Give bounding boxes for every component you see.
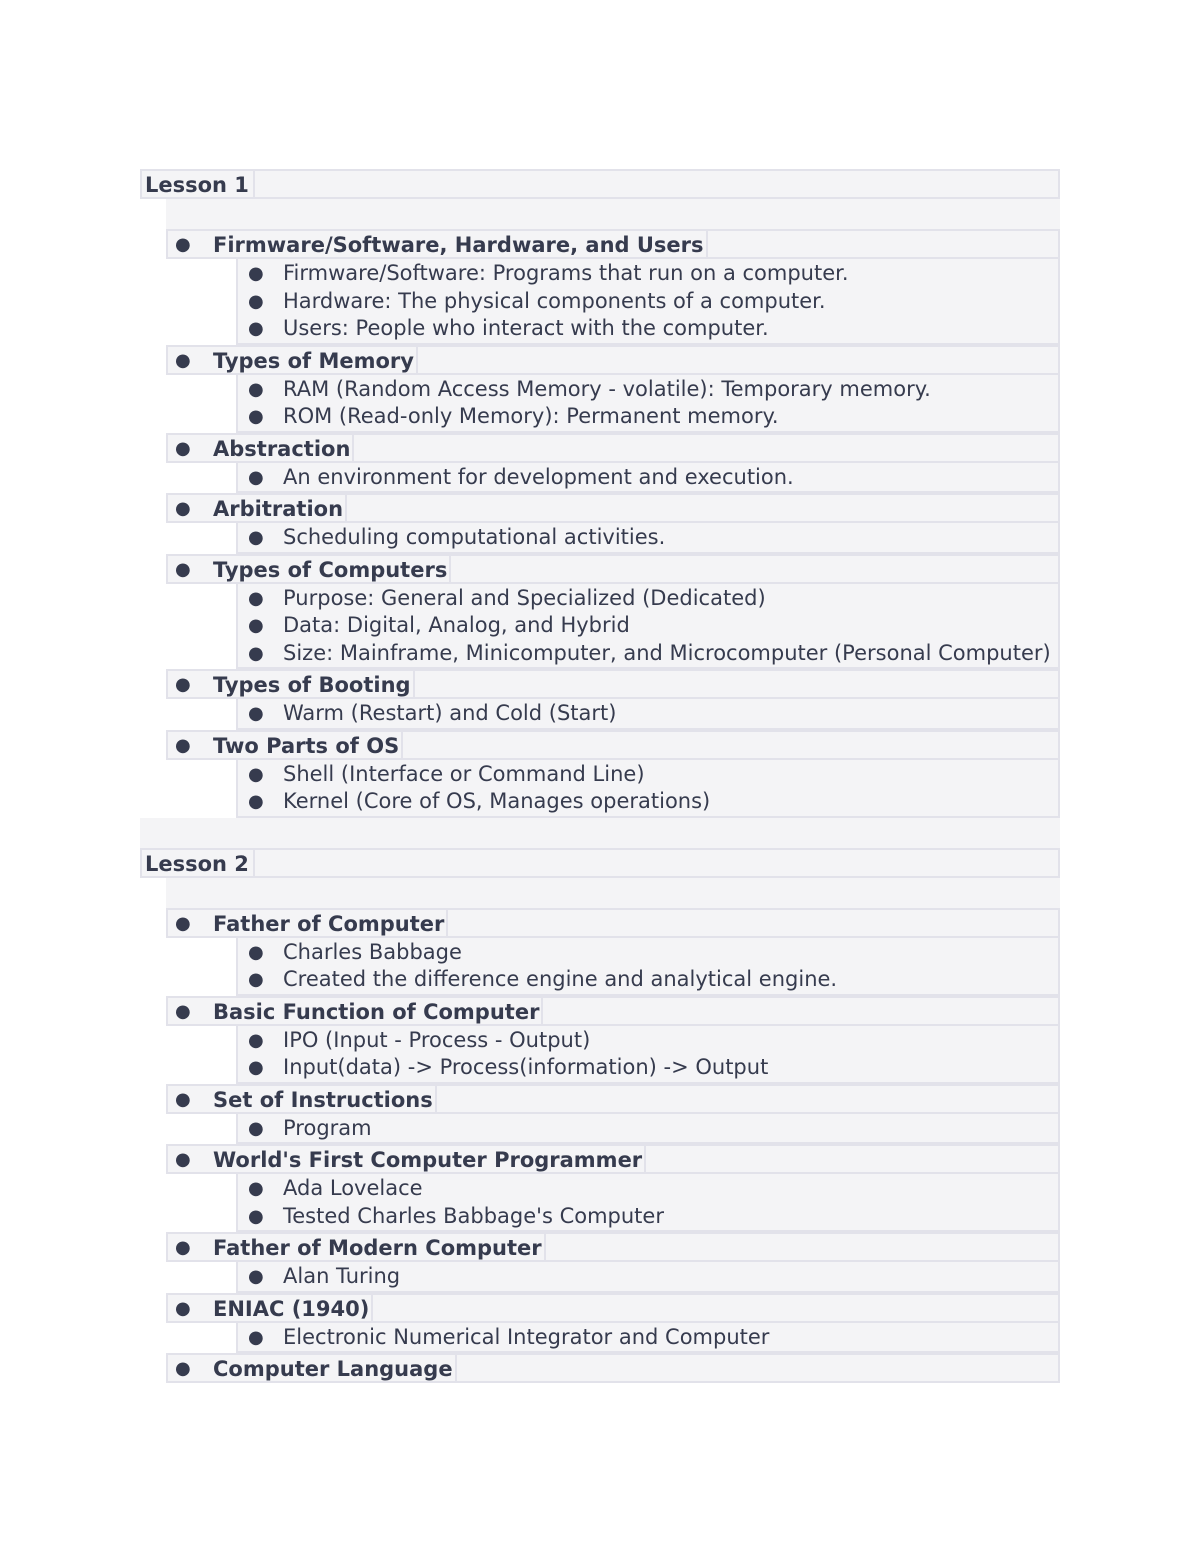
topic-title: ENIAC (1940)	[213, 1295, 373, 1321]
bullet-icon: ●	[248, 1117, 264, 1139]
spacer	[166, 878, 1060, 908]
list-item-text: Firmware/Software: Programs that run on a computer.	[283, 261, 849, 285]
list-item-text: Kernel (Core of OS, Manages operations)	[283, 789, 711, 813]
topic-title: Father of Computer	[213, 910, 448, 936]
topic-item	[166, 493, 1060, 523]
spacer	[140, 818, 1060, 848]
bullet-icon: ●	[175, 674, 191, 695]
list-item	[238, 939, 1058, 967]
list-item	[238, 612, 1058, 640]
topic-item	[166, 669, 1060, 699]
bullet-icon: ●	[248, 615, 264, 636]
list-item-text: Hardware: The physical components of a computer.	[283, 288, 826, 313]
bullet-icon: ●	[175, 734, 191, 756]
bullet-icon: ●	[248, 378, 264, 400]
topic-item	[166, 1232, 1060, 1262]
bullet-icon: ●	[248, 406, 264, 427]
bullet-icon: ●	[248, 1029, 264, 1051]
topic-title: Abstraction	[213, 435, 354, 461]
list-item-text: Program	[283, 1115, 372, 1140]
list-item	[238, 403, 1058, 431]
bullet-icon: ●	[248, 1266, 264, 1287]
bullet-icon: ●	[248, 941, 264, 963]
list-item	[238, 788, 1058, 816]
bullet-icon: ●	[175, 349, 191, 371]
sub-list	[236, 1114, 1060, 1145]
topic-title: Father of Modern Computer	[213, 1234, 546, 1260]
bullet-icon: ●	[248, 290, 264, 312]
list-item-text: Users: People who interact with the computer.	[283, 316, 769, 340]
topic-title: Basic Function of Computer	[213, 998, 543, 1024]
bullet-icon: ●	[175, 1358, 191, 1379]
topic-title: World's First Computer Programmer	[213, 1146, 646, 1172]
list-item	[238, 1263, 1058, 1291]
lesson-2-heading	[140, 848, 1060, 878]
bullet-icon: ●	[248, 1057, 264, 1078]
topic-item	[166, 996, 1060, 1026]
bullet-icon: ●	[175, 1297, 191, 1319]
list-item	[238, 524, 1058, 552]
bullet-icon: ●	[175, 498, 191, 519]
bullet-icon: ●	[248, 791, 264, 812]
topic-item	[166, 730, 1060, 760]
list-item-text: An environment for development and execution.	[283, 464, 794, 489]
topic-item	[166, 908, 1060, 938]
bullet-icon: ●	[248, 703, 264, 724]
bullet-icon: ●	[248, 1326, 264, 1348]
topic-item	[166, 554, 1060, 584]
sub-list	[236, 760, 1060, 818]
spacer	[166, 199, 1060, 229]
list-item	[238, 761, 1058, 789]
bullet-icon: ●	[175, 1088, 191, 1110]
list-item-text: ROM (Read-only Memory): Permanent memory.	[283, 404, 779, 428]
bullet-icon: ●	[175, 1237, 191, 1258]
sub-list	[236, 375, 1060, 433]
list-item-text: Purpose: General and Specialized (Dedicated)	[283, 585, 766, 610]
topic-title: Types of Memory	[213, 347, 418, 373]
list-item	[238, 464, 1058, 492]
list-item-text: Shell (Interface or Command Line)	[283, 761, 645, 786]
bullet-icon: ●	[248, 587, 264, 609]
list-item-text: IPO (Input - Process - Output)	[283, 1027, 591, 1052]
list-item	[238, 315, 1058, 343]
list-item-text: Size: Mainframe, Minicomputer, and Microcomputer (Personal Computer)	[283, 640, 1051, 665]
bullet-icon: ●	[248, 263, 264, 284]
bullet-icon: ●	[175, 558, 191, 580]
bullet-icon: ●	[175, 1000, 191, 1022]
list-item	[238, 1203, 1058, 1231]
lesson-1-heading	[140, 169, 1060, 199]
list-item	[238, 1027, 1058, 1055]
list-item	[238, 700, 1058, 728]
sub-list	[236, 584, 1060, 670]
list-item	[238, 966, 1058, 994]
sub-list	[236, 938, 1060, 996]
topic-title: Types of Booting	[213, 671, 415, 697]
bullet-icon: ●	[175, 234, 191, 255]
lesson-title: Lesson 1	[142, 171, 255, 197]
list-item	[238, 1324, 1058, 1352]
sub-list	[236, 463, 1060, 494]
bullet-icon: ●	[175, 1149, 191, 1170]
bullet-icon: ●	[248, 642, 264, 664]
list-item	[238, 1115, 1058, 1143]
list-item	[238, 1175, 1058, 1203]
list-item	[238, 1054, 1058, 1082]
list-item	[238, 376, 1058, 404]
bullet-icon: ●	[248, 1205, 264, 1227]
sub-list	[236, 699, 1060, 730]
lesson-title: Lesson 2	[142, 850, 255, 876]
topic-title: Set of Instructions	[213, 1086, 437, 1112]
list-item-text: Electronic Numerical Integrator and Computer	[283, 1324, 770, 1349]
topic-title: Computer Language	[213, 1355, 457, 1381]
list-item-text: Ada Lovelace	[283, 1176, 423, 1200]
list-item	[238, 288, 1058, 316]
list-item-text: Scheduling computational activities.	[283, 525, 666, 549]
bullet-icon: ●	[248, 969, 264, 990]
list-item	[238, 585, 1058, 613]
list-item-text: Data: Digital, Analog, and Hybrid	[283, 613, 630, 637]
topic-item	[166, 1084, 1060, 1114]
list-item-text: Input(data) -> Process(information) -> Output	[283, 1055, 769, 1079]
sub-list	[236, 259, 1060, 345]
list-item-text: Tested Charles Babbage's Computer	[283, 1203, 664, 1228]
topic-title: Types of Computers	[213, 556, 451, 582]
topic-item	[166, 229, 1060, 259]
bullet-icon: ●	[248, 318, 264, 339]
sub-list	[236, 1174, 1060, 1232]
bullet-icon: ●	[248, 466, 264, 488]
list-item-text: Alan Turing	[283, 1264, 401, 1288]
bullet-icon: ●	[248, 1178, 264, 1199]
topic-item	[166, 433, 1060, 463]
topic-item	[166, 1353, 1060, 1383]
bullet-icon: ●	[175, 437, 191, 459]
sub-list	[236, 1262, 1060, 1293]
list-item	[238, 640, 1058, 668]
topic-title: Two Parts of OS	[213, 732, 403, 758]
topic-title: Arbitration	[213, 495, 347, 521]
topic-item	[166, 345, 1060, 375]
list-item-text: Charles Babbage	[283, 939, 462, 964]
list-item-text: Warm (Restart) and Cold (Start)	[283, 701, 617, 725]
document-page	[140, 169, 1060, 1383]
sub-list	[236, 523, 1060, 554]
sub-list	[236, 1026, 1060, 1084]
list-item-text: Created the difference engine and analytical engine.	[283, 967, 838, 991]
list-item	[238, 260, 1058, 288]
topic-title: Firmware/Software, Hardware, and Users	[213, 231, 708, 257]
bullet-icon: ●	[248, 527, 264, 548]
bullet-icon: ●	[175, 912, 191, 934]
list-item-text: RAM (Random Access Memory - volatile): Temporary memory.	[283, 376, 931, 401]
topic-item	[166, 1293, 1060, 1323]
topic-item	[166, 1144, 1060, 1174]
bullet-icon: ●	[248, 763, 264, 785]
sub-list	[236, 1323, 1060, 1354]
